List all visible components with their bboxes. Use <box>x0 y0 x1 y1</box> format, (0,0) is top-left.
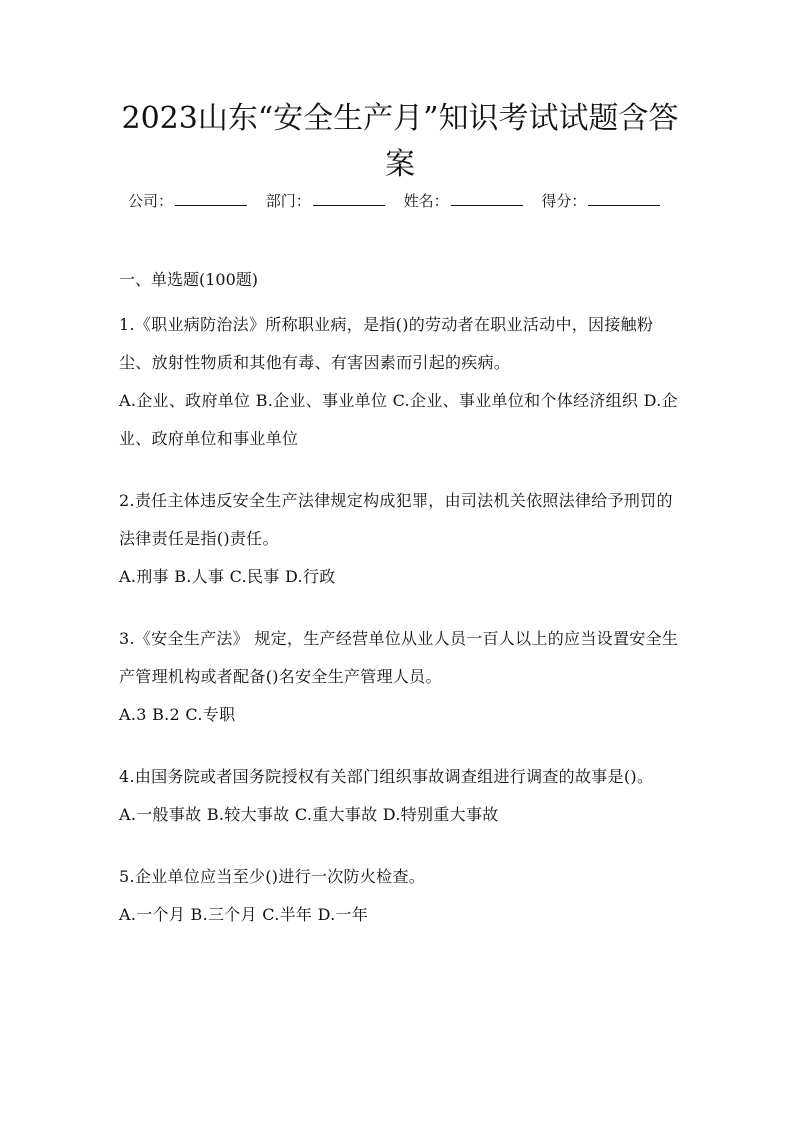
field-score-label: 得分： <box>541 192 587 210</box>
question-options: A.一个月 B.三个月 C.半年 D.一年 <box>119 905 369 924</box>
question-options: A.3 B.2 C.专职 <box>119 705 236 724</box>
field-department-label: 部门： <box>265 192 311 210</box>
question-item <box>119 758 685 834</box>
field-company-blank <box>175 191 247 206</box>
question-options: A.刑事 B.人事 C.民事 D.行政 <box>119 567 336 586</box>
question-stem: 5.企业单位应当至少()进行一次防火检查。 <box>119 867 426 886</box>
field-score <box>541 190 660 212</box>
section-heading: 一、单选题(100题) <box>119 270 259 289</box>
question-stem: 3.《安全生产法》 规定，生产经营单位从业人员一百人以上的应当设置安全生产管理机构或者配备()名安全生产管理人员。 <box>119 629 679 686</box>
question-options: A.企业、政府单位 B.企业、事业单位 C.企业、事业单位和个体经济组织 D.企业、政府单位和事业单位 <box>119 391 678 448</box>
field-score-blank <box>588 191 660 206</box>
question-stem: 4.由国务院或者国务院授权有关部门组织事故调查组进行调查的故事是()。 <box>119 767 654 786</box>
question-stem: 1.《职业病防治法》所称职业病，是指()的劳动者在职业活动中，因接触粉尘、放射性物质和其他有毒、有害因素而引起的疾病。 <box>119 315 654 372</box>
question-stem: 2.责任主体违反安全生产法律规定构成犯罪，由司法机关依照法律给予刑罚的法律责任是指()责任。 <box>119 491 673 548</box>
field-name <box>404 190 523 212</box>
question-item <box>119 858 685 934</box>
field-name-blank <box>451 191 523 206</box>
question-content <box>119 268 685 958</box>
question-options: A.一般事故 B.较大事故 C.重大事故 D.特别重大事故 <box>119 805 499 824</box>
field-company-label: 公司： <box>128 192 174 210</box>
question-item <box>119 482 685 596</box>
field-department-blank <box>313 191 385 206</box>
document-title: 2023山东“安全生产月”知识考试试题含答案 <box>121 101 679 182</box>
field-department <box>266 190 385 212</box>
question-item <box>119 306 685 458</box>
field-company <box>128 190 247 212</box>
field-name-label: 姓名： <box>403 192 449 210</box>
question-item <box>119 620 685 734</box>
header-fields <box>128 190 688 212</box>
